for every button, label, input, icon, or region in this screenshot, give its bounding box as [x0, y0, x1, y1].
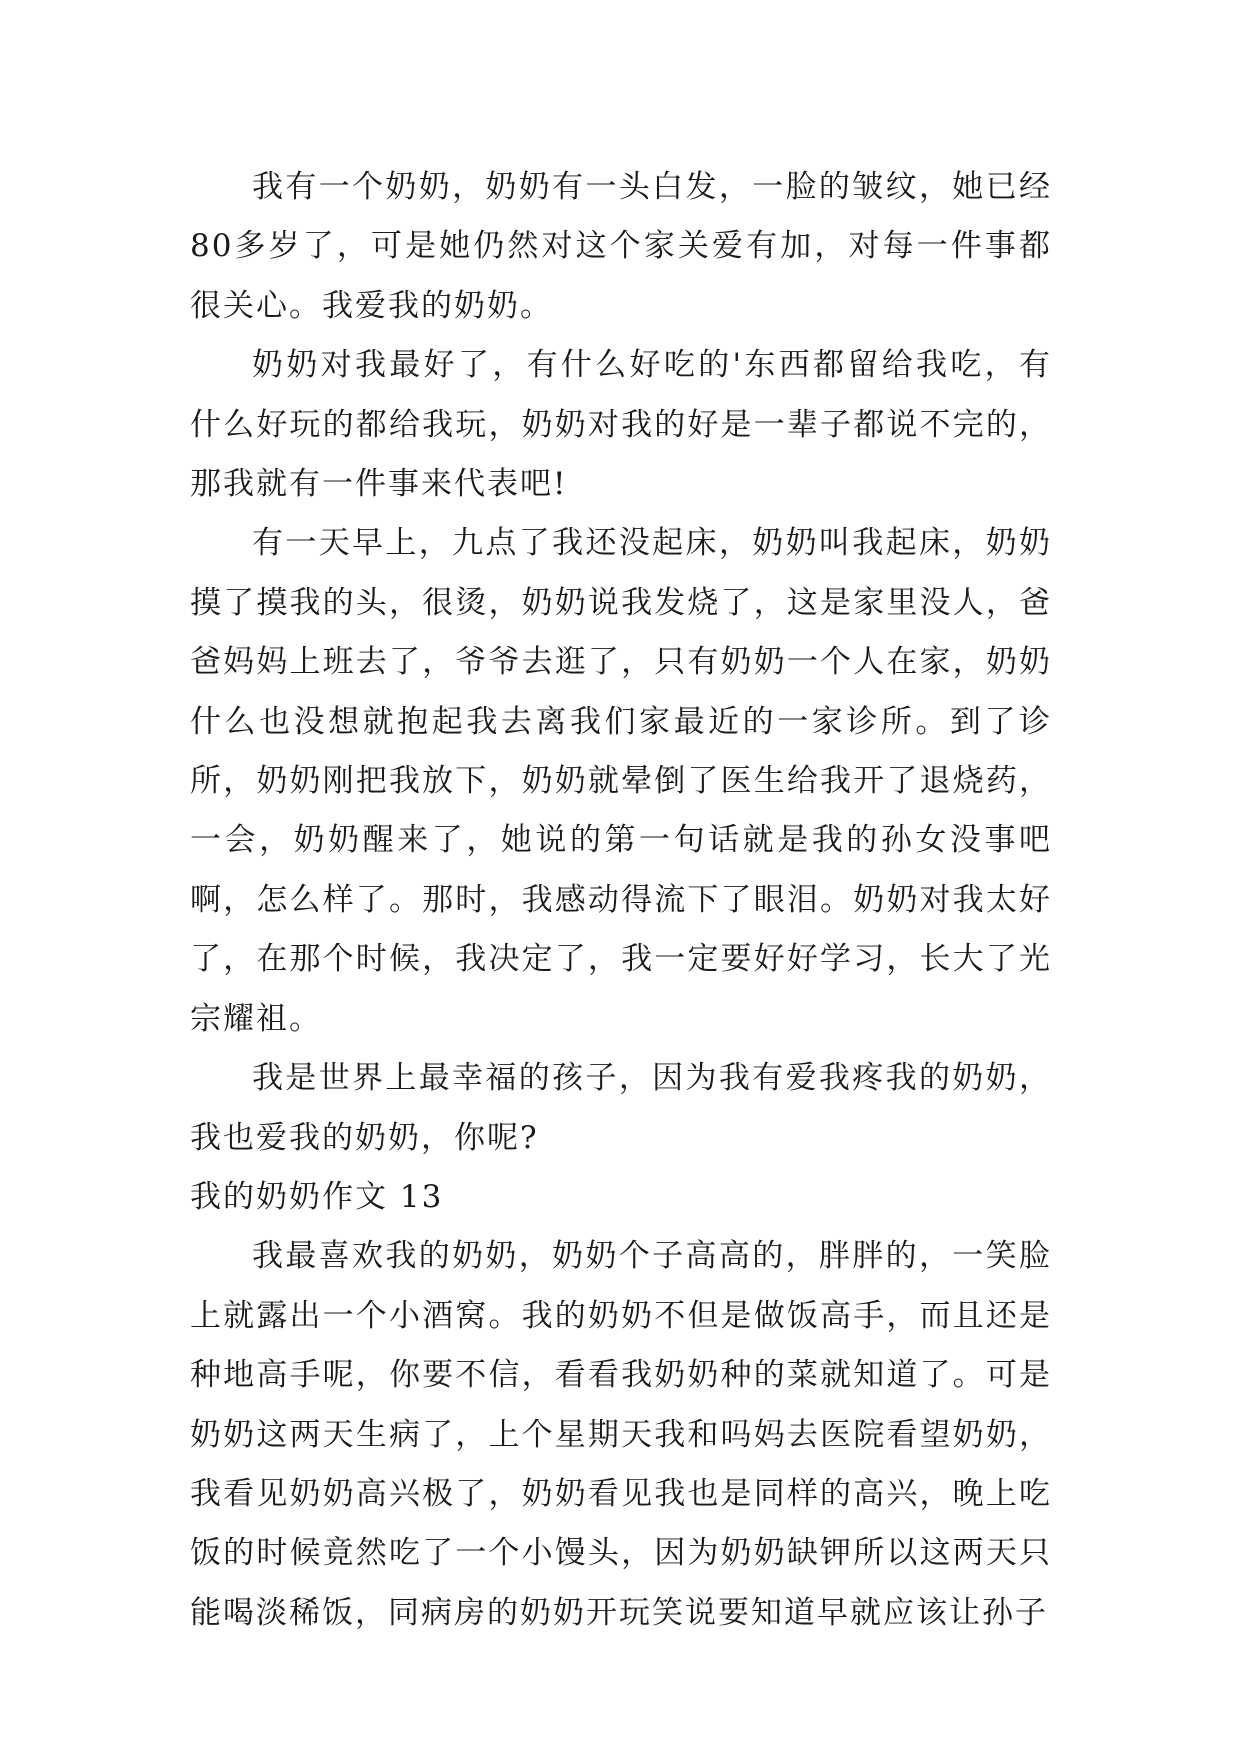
document-body [190, 158, 1052, 1643]
paragraph-grandma-description: 我有一个奶奶，奶奶有一头白发，一脸的皱纹，她已经80多岁了，可是她仍然对这个家关爱有加，对每一件事都很关心。我爱我的奶奶。 [190, 169, 1052, 324]
paragraph-second-essay: 我最喜欢我的奶奶，奶奶个子高高的，胖胖的，一笑脸上就露出一个小酒窝。我的奶奶不但是做饭高手，而且还是种地高手呢，你要不信，看看我奶奶种的菜就知道了。可是奶奶这两天生病了，上个星期天我和吗妈去医院看望奶奶，我看见奶奶高兴极了，奶奶看见我也是同样的高兴，晚上吃饭的时候竟然吃了一个小馒头，因为奶奶缺钾所以这两天只能喝淡稀饭，同病房的奶奶开玩笑说要知道早就应该让孙子 [190, 1238, 1052, 1631]
paragraph-fever-story: 有一天早上，九点了我还没起床，奶奶叫我起床，奶奶摸了摸我的头，很烫，奶奶说我发烧了，这是家里没人，爸爸妈妈上班去了，爷爷去逛了，只有奶奶一个人在家，奶奶什么也没想就抱起我去离我们家最近的一家诊所。到了诊所，奶奶刚把我放下，奶奶就晕倒了医生给我开了退烧药，一会，奶奶醒来了，她说的第一句话就是我的孙女没事吧啊，怎么样了。那时，我感动得流下了眼泪。奶奶对我太好了，在那个时候，我决定了，我一定要好好学习，长大了光宗耀祖。 [190, 525, 1052, 1037]
paragraph-conclusion: 我是世界上最幸福的孩子，因为我有爱我疼我的奶奶，我也爱我的奶奶，你呢? [190, 1060, 1052, 1156]
essay-heading: 我的奶奶作文 13 [190, 1178, 444, 1215]
paragraph-grandma-kindness: 奶奶对我最好了，有什么好吃的'东西都留给我吃，有什么好玩的都给我玩，奶奶对我的好是一辈子都说不完的，那我就有一件事来代表吧! [190, 347, 1052, 503]
